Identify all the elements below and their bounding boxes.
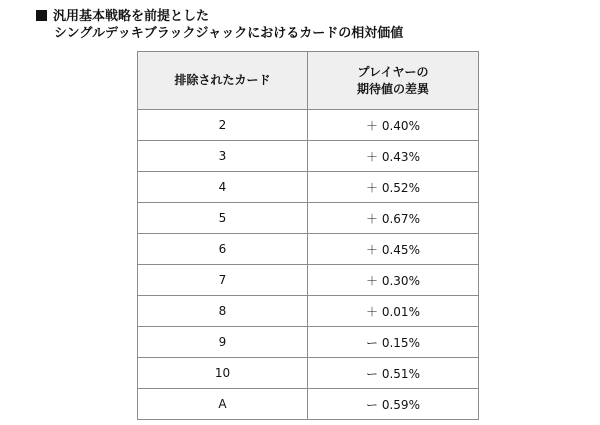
removed-card-cell: 10 bbox=[138, 358, 308, 389]
expected-value-diff-cell: ＋ 0.43% bbox=[308, 141, 479, 172]
expected-value-diff-cell: ＋ 0.45% bbox=[308, 234, 479, 265]
table-row bbox=[138, 265, 479, 296]
table-row bbox=[138, 327, 479, 358]
expected-value-diff-cell: ＋ 0.01% bbox=[308, 296, 479, 327]
table-row bbox=[138, 358, 479, 389]
removed-card-cell: 6 bbox=[138, 234, 308, 265]
header-diff-line-1: プレイヤーの bbox=[357, 64, 429, 79]
table-row bbox=[138, 110, 479, 141]
removed-card-cell: A bbox=[138, 389, 308, 420]
removed-card-cell: 4 bbox=[138, 172, 308, 203]
expected-value-diff-cell: ＋ 0.67% bbox=[308, 203, 479, 234]
table-header-row bbox=[138, 52, 479, 110]
card-value-table bbox=[137, 51, 479, 420]
table-row bbox=[138, 172, 479, 203]
title-line-1 bbox=[36, 8, 403, 25]
table-row bbox=[138, 141, 479, 172]
title-line-2: シングルデッキブラックジャックにおけるカードの相対価値 bbox=[54, 26, 404, 41]
removed-card-cell: 2 bbox=[138, 110, 308, 141]
removed-card-cell: 5 bbox=[138, 203, 308, 234]
table-row bbox=[138, 203, 479, 234]
header-diff-line-2: 期待値の差異 bbox=[356, 81, 429, 96]
expected-value-diff-cell: ＋ 0.30% bbox=[308, 265, 479, 296]
title-line-1-text: 汎用基本戦略を前提とした bbox=[53, 9, 210, 24]
header-removed-card: 排除されたカード bbox=[138, 52, 308, 110]
removed-card-cell: 9 bbox=[138, 327, 308, 358]
expected-value-diff-cell: ー 0.59% bbox=[308, 389, 479, 420]
table-row bbox=[138, 234, 479, 265]
expected-value-diff-cell: ー 0.15% bbox=[308, 327, 479, 358]
removed-card-cell: 3 bbox=[138, 141, 308, 172]
expected-value-diff-cell: ＋ 0.40% bbox=[308, 110, 479, 141]
table-row bbox=[138, 389, 479, 420]
header-expected-value-diff bbox=[308, 52, 479, 110]
page-title bbox=[36, 8, 403, 42]
expected-value-diff-cell: ー 0.51% bbox=[308, 358, 479, 389]
removed-card-cell: 7 bbox=[138, 265, 308, 296]
table-row bbox=[138, 296, 479, 327]
expected-value-diff-cell: ＋ 0.52% bbox=[308, 172, 479, 203]
square-bullet-icon bbox=[36, 10, 47, 21]
removed-card-cell: 8 bbox=[138, 296, 308, 327]
